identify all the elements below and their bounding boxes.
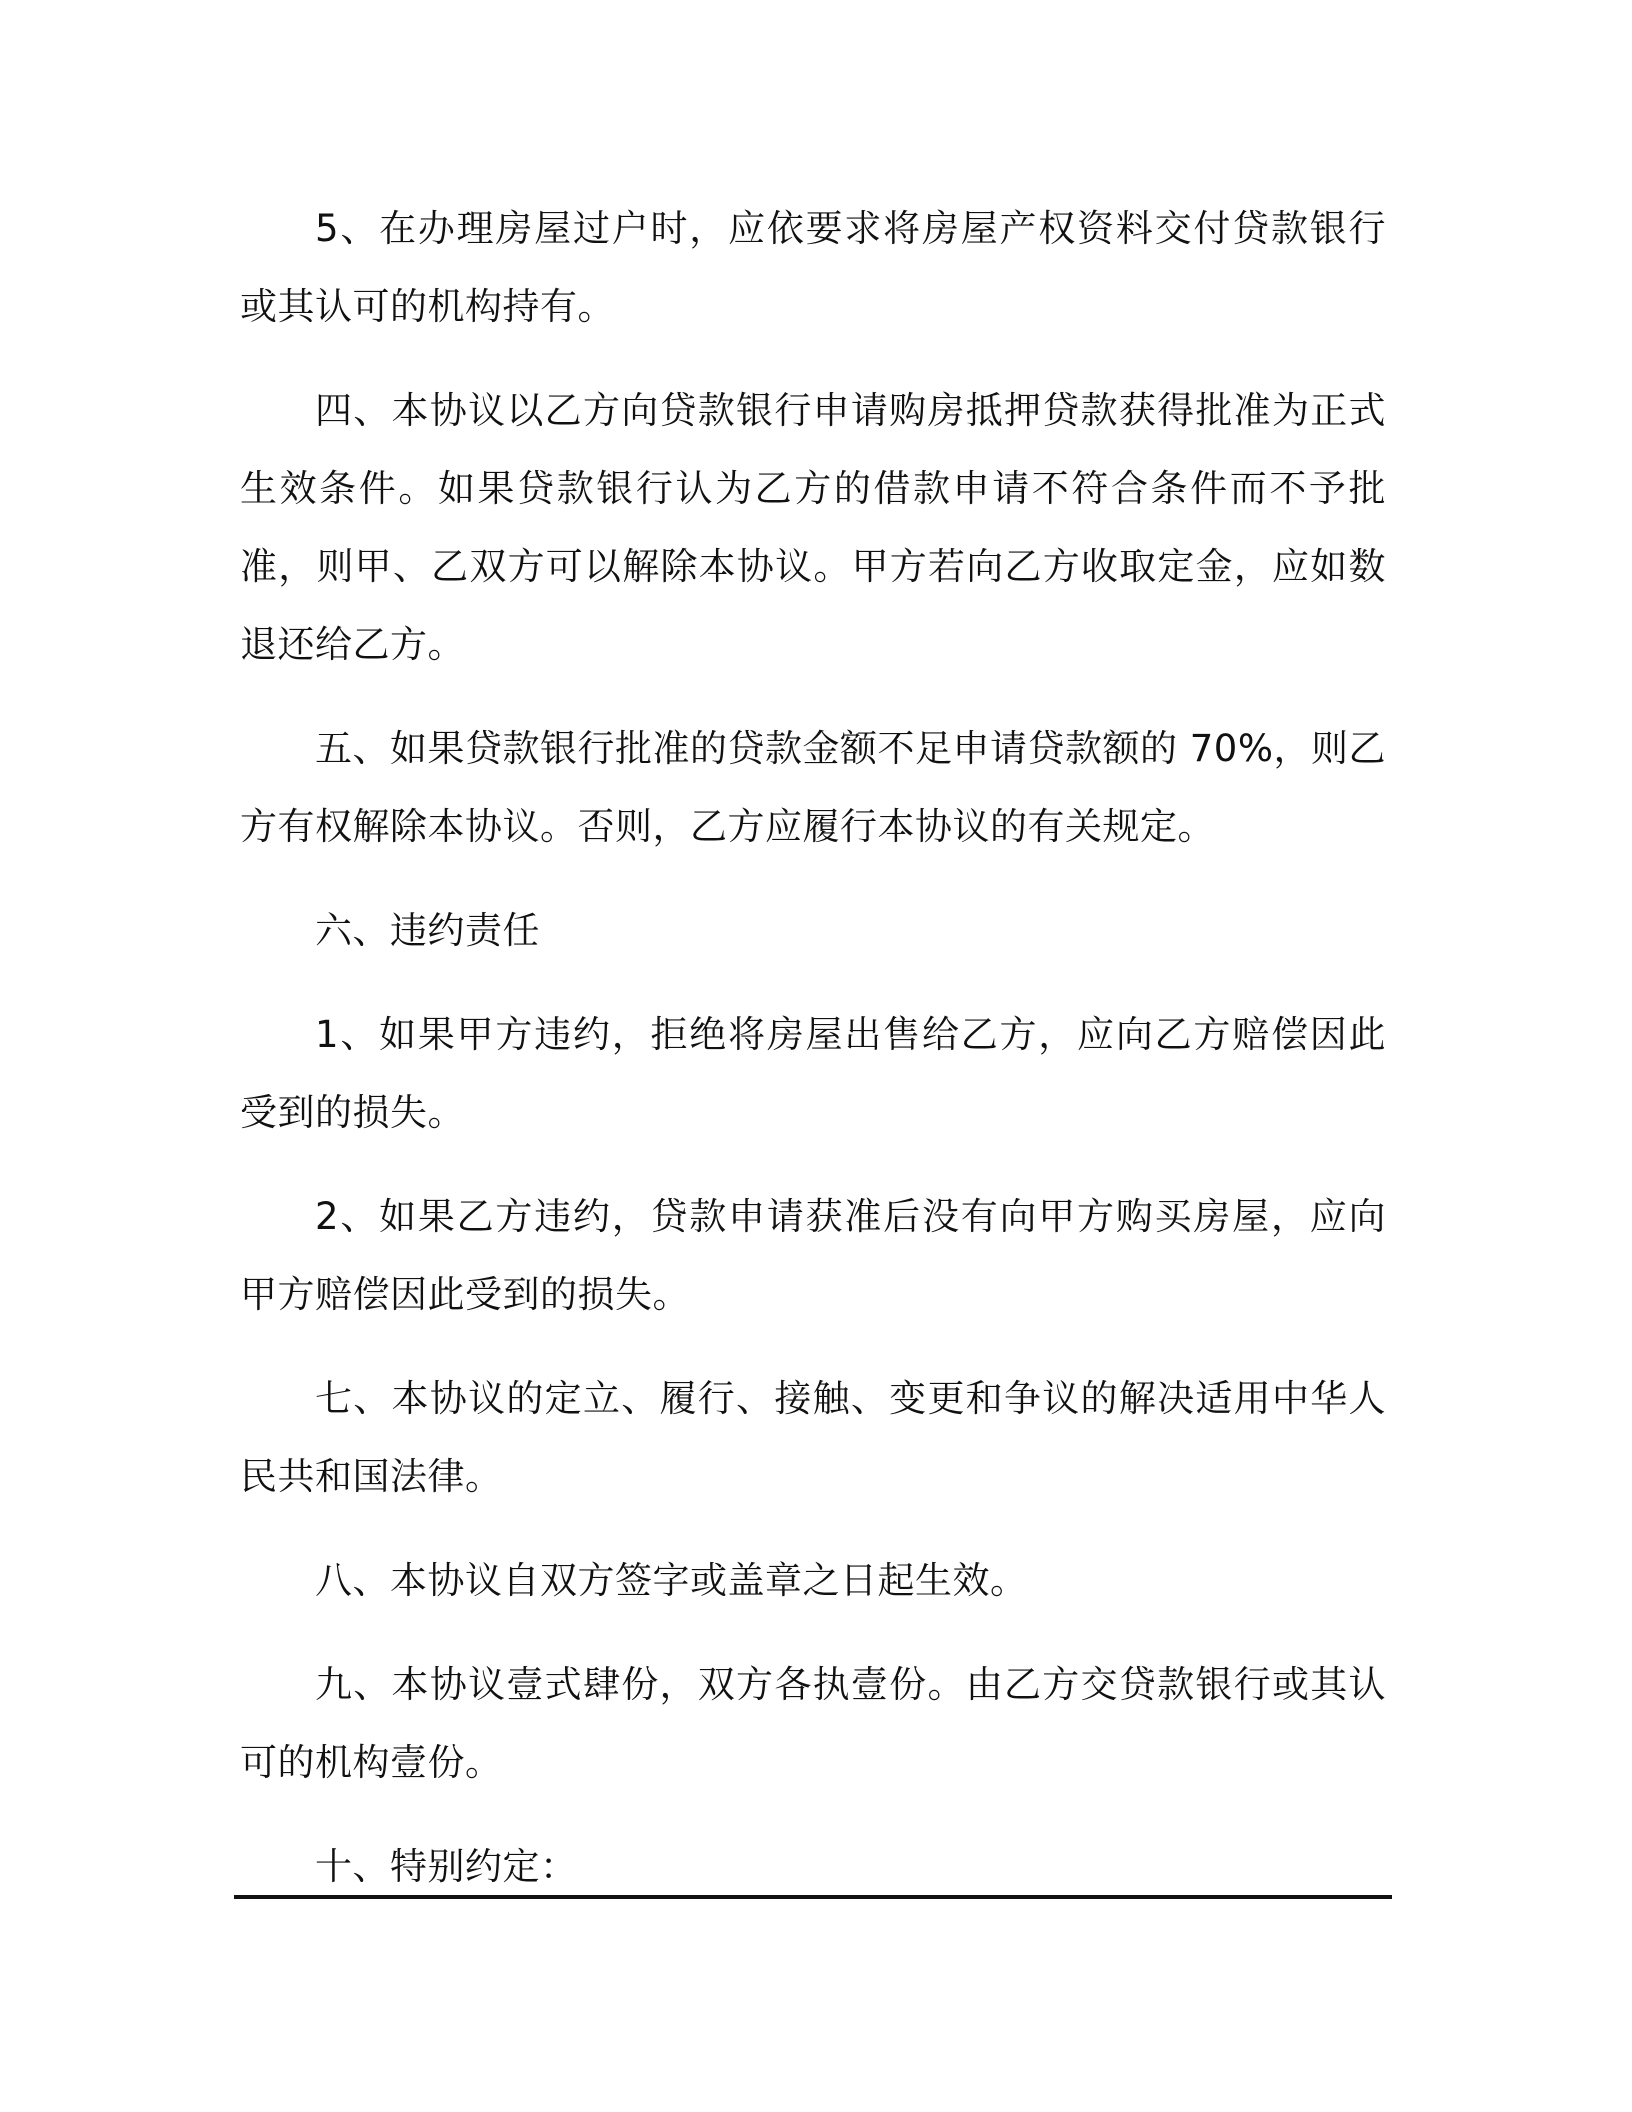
paragraph-liability-1: 1、如果甲方违约，拒绝将房屋出售给乙方，应向乙方赔偿因此受到的损失。: [240, 1013, 1386, 1134]
document-body: [240, 190, 1386, 1932]
paragraph-liability-2: 2、如果乙方违约，贷款申请获准后没有向甲方购买房屋，应向甲方赔偿因此受到的损失。: [240, 1195, 1386, 1316]
signature-line-divider: [234, 1895, 1392, 1899]
paragraph-section-7: 七、本协议的定立、履行、接触、变更和争议的解决适用中华人民共和国法律。: [240, 1377, 1386, 1498]
paragraph-section-5: 五、如果贷款银行批准的贷款金额不足申请贷款额的 70%，则乙方有权解除本协议。否则，乙方应履行本协议的有关规定。: [240, 727, 1386, 848]
section-heading-liability: 六、违约责任: [315, 909, 540, 952]
paragraph-section-8: 八、本协议自双方签字或盖章之日起生效。: [315, 1559, 1028, 1602]
paragraph-clause-5: 5、在办理房屋过户时，应依要求将房屋产权资料交付贷款银行或其认可的机构持有。: [240, 207, 1386, 328]
paragraph-section-4: 四、本协议以乙方向贷款银行申请购房抵押贷款获得批准为正式生效条件。如果贷款银行认为乙方的借款申请不符合条件而不予批准，则甲、乙双方可以解除本协议。甲方若向乙方收取定金，应如数退还给乙方。: [240, 389, 1386, 666]
section-heading-special-terms: 十、特别约定：: [315, 1845, 578, 1888]
paragraph-section-9: 九、本协议壹式肆份，双方各执壹份。由乙方交贷款银行或其认可的机构壹份。: [240, 1663, 1386, 1784]
